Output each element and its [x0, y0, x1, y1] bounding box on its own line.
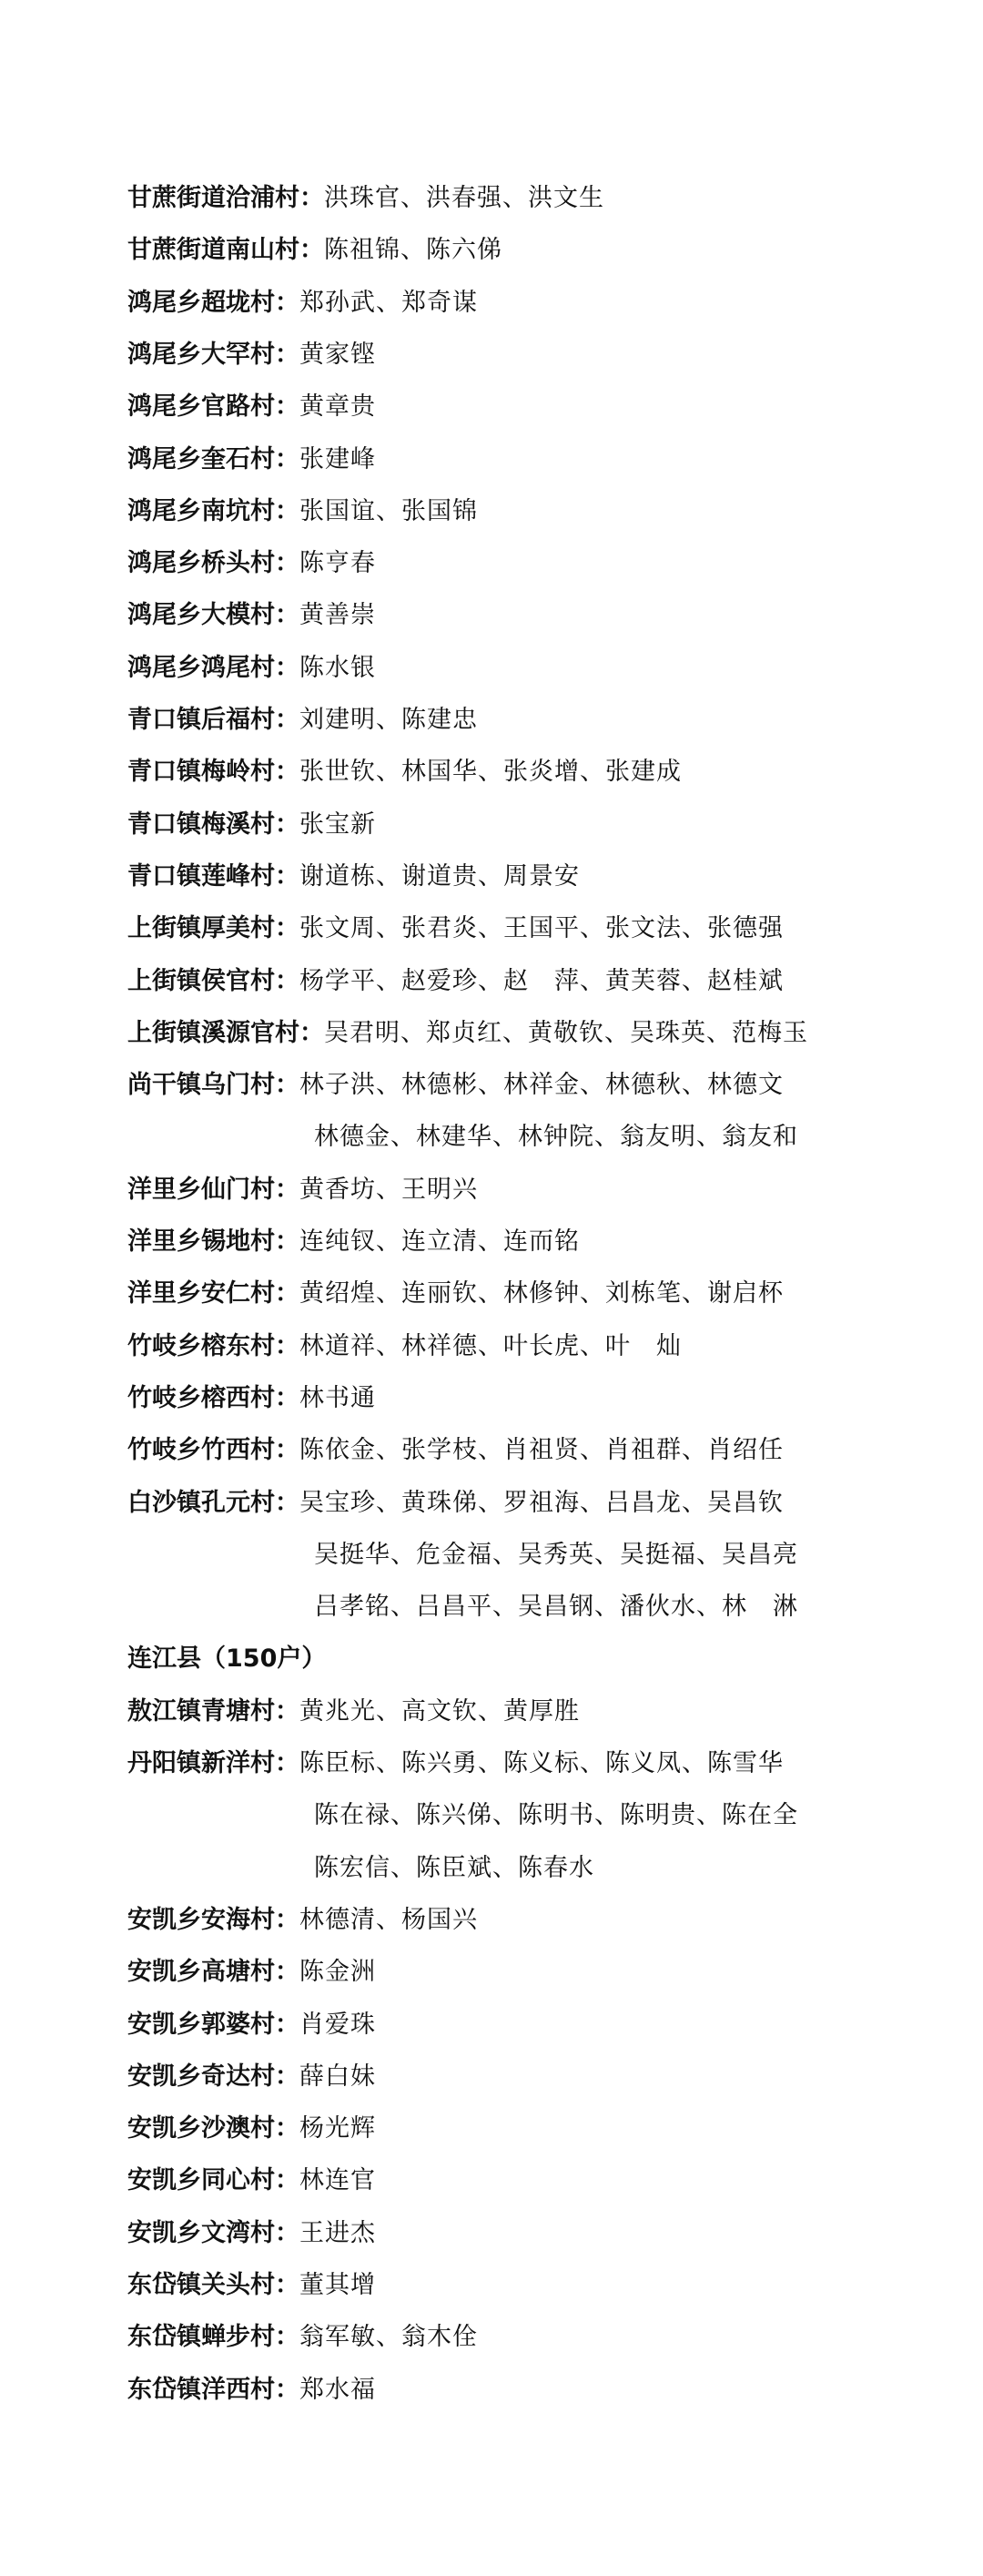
entry-row [127, 1174, 478, 1207]
entry-row [127, 1956, 376, 1989]
entry-row [127, 391, 376, 423]
entry-names: 林连官 [299, 2166, 376, 2195]
entry-names: 陈金洲 [299, 1958, 376, 1987]
entry-village-label: 洋里乡仙门村： [127, 1175, 299, 1204]
entry-row [127, 965, 784, 998]
entry-village-label: 东岱镇洋西村： [127, 2375, 299, 2404]
section-heading: 连江县（150户） [127, 1644, 327, 1674]
entry-names: 谢道栋、谢道贵、周景安 [299, 861, 580, 891]
entry-village-label: 东岱镇关头村： [127, 2271, 299, 2299]
entry-row [127, 495, 478, 528]
entry-village-label: 洋里乡安仁村： [127, 1279, 299, 1308]
entry-names: 张宝新 [299, 809, 376, 839]
entry-row [127, 547, 376, 580]
entry-names: 洪珠官、洪春强、洪文生 [324, 184, 604, 212]
entry-names: 刘建明、陈建忠 [299, 706, 478, 734]
entry-village-label: 安凯乡安海村： [127, 1905, 299, 1934]
entry-village-label: 安凯乡高塘村： [127, 1958, 299, 1987]
entry-names-continued [314, 1852, 594, 1885]
entry-names-continued [314, 1591, 798, 1624]
entry-row [127, 1487, 784, 1520]
entry-names: 黄兆光、高文钦、黄厚胜 [299, 1696, 580, 1726]
entry-village-label: 竹岐乡榕西村： [127, 1383, 299, 1412]
entry-names: 连纯钗、连立清、连而铭 [299, 1227, 580, 1256]
entry-row [127, 1226, 580, 1258]
entry-village-label: 安凯乡郭婆村： [127, 2010, 299, 2039]
entry-row [127, 2374, 376, 2407]
entry-village-label: 安凯乡沙澳村： [127, 2114, 299, 2143]
entry-names: 林书通 [299, 1383, 376, 1412]
entry-names: 陈臣标、陈兴勇、陈义标、陈义凤、陈雪华 [299, 1749, 784, 1777]
entry-village-label: 甘蔗街道洽浦村： [127, 184, 324, 212]
entry-village-label: 鸿尾乡奎石村： [127, 444, 299, 473]
entry-village-label: 竹岐乡榕东村： [127, 1331, 299, 1360]
entry-names: 陈在禄、陈兴俤、陈明书、陈明贵、陈在全 [314, 1801, 798, 1830]
entry-row [127, 234, 502, 267]
entry-row [127, 912, 784, 945]
entry-names: 陈水银 [299, 653, 376, 682]
entry-village-label: 鸿尾乡超垅村： [127, 288, 299, 317]
entry-row [127, 2217, 376, 2250]
entry-row [127, 860, 580, 893]
entry-names: 林子洪、林德彬、林祥金、林德秋、林德文 [299, 1071, 784, 1100]
entry-village-label: 竹岐乡竹西村： [127, 1436, 299, 1465]
entry-names: 肖爱珠 [299, 2010, 376, 2039]
entry-names: 黄绍煌、连丽钦、林修钟、刘栋笔、谢启杯 [299, 1279, 784, 1308]
entry-names: 张建峰 [299, 444, 376, 473]
entry-row [127, 2321, 478, 2354]
entry-names: 杨光辉 [299, 2114, 376, 2143]
entry-village-label: 甘蔗街道南山村： [127, 236, 324, 265]
entry-village-label: 敖江镇青塘村： [127, 1696, 299, 1726]
entry-village-label: 白沙镇孔元村： [127, 1488, 299, 1517]
entry-village-label: 青口镇莲峰村： [127, 861, 299, 891]
entry-names: 吕孝铭、吕昌平、吴昌钢、潘伙水、林 淋 [314, 1593, 798, 1622]
entry-row [127, 1695, 580, 1728]
entry-names: 吴君明、郑贞红、黄敬钦、吴珠英、范梅玉 [324, 1018, 808, 1047]
entry-names: 翁军敏、翁木佺 [299, 2323, 478, 2352]
entry-names: 董其增 [299, 2271, 376, 2299]
entry-names: 林德清、杨国兴 [299, 1905, 478, 1934]
entry-row [127, 2113, 376, 2145]
entry-village-label: 上街镇溪源官村： [127, 1018, 324, 1047]
entry-names: 林道祥、林祥德、叶长虎、叶 灿 [299, 1331, 682, 1360]
entry-row [127, 1382, 376, 1415]
entry-village-label: 上街镇厚美村： [127, 914, 299, 943]
entry-village-label: 安凯乡文湾村： [127, 2218, 299, 2247]
entry-village-label: 青口镇梅岭村： [127, 758, 299, 787]
entry-names: 陈亨春 [299, 549, 376, 578]
entry-row [127, 756, 682, 789]
entry-row [127, 443, 376, 476]
entry-names: 陈依金、张学枝、肖祖贤、肖祖群、肖绍任 [299, 1436, 784, 1465]
entry-names-continued [314, 1539, 798, 1572]
entry-names: 吴宝珍、黄珠俤、罗祖海、吕昌龙、吴昌钦 [299, 1488, 784, 1517]
entry-row [127, 2061, 376, 2093]
entry-village-label: 鸿尾乡大罕村： [127, 340, 299, 369]
entry-village-label: 鸿尾乡南坑村： [127, 496, 299, 525]
entry-names: 王进杰 [299, 2218, 376, 2247]
entry-row [127, 1747, 784, 1780]
entry-names: 杨学平、赵爱珍、赵 萍、黄芙蓉、赵桂斌 [299, 966, 784, 995]
entry-village-label: 鸿尾乡官路村： [127, 392, 299, 422]
entry-names-continued [314, 1799, 798, 1832]
entry-names: 陈宏信、陈臣斌、陈春水 [314, 1853, 594, 1882]
entry-row [127, 1330, 682, 1363]
entry-row [127, 2269, 376, 2302]
entry-names: 黄家铿 [299, 340, 376, 369]
entry-row [127, 182, 604, 215]
entry-row [127, 1278, 784, 1310]
entry-names: 陈祖锦、陈六俤 [324, 236, 502, 265]
entry-village-label: 丹阳镇新洋村： [127, 1749, 299, 1777]
entry-village-label: 尚干镇乌门村： [127, 1071, 299, 1100]
entry-names: 郑水福 [299, 2375, 376, 2404]
entry-names: 张文周、张君炎、王国平、张文法、张德强 [299, 914, 784, 943]
entry-names: 黄香坊、王明兴 [299, 1175, 478, 1204]
entry-row [127, 1434, 784, 1467]
entry-village-label: 鸿尾乡大模村： [127, 601, 299, 630]
entry-names: 郑孙武、郑奇谋 [299, 288, 478, 317]
entry-village-label: 青口镇后福村： [127, 706, 299, 734]
entry-village-label: 鸿尾乡鸿尾村： [127, 653, 299, 682]
entry-names: 黄善崇 [299, 601, 376, 630]
entry-row [127, 339, 376, 372]
entry-row [127, 599, 376, 632]
entry-row [127, 652, 376, 685]
entry-row [127, 2009, 376, 2041]
entry-names: 吴挺华、危金福、吴秀英、吴挺福、吴昌亮 [314, 1540, 798, 1569]
entry-village-label: 上街镇侯官村： [127, 966, 299, 995]
entry-row [127, 1017, 808, 1050]
entry-names: 薛白妹 [299, 2062, 376, 2091]
entry-village-label: 安凯乡奇达村： [127, 2062, 299, 2091]
entry-village-label: 鸿尾乡桥头村： [127, 549, 299, 578]
entry-village-label: 安凯乡同心村： [127, 2166, 299, 2195]
entry-village-label: 洋里乡锡地村： [127, 1227, 299, 1256]
entry-row [127, 1069, 784, 1102]
entry-names: 张世钦、林国华、张炎增、张建成 [299, 758, 682, 787]
entry-row [127, 287, 478, 320]
entry-names: 林德金、林建华、林钟院、翁友明、翁友和 [314, 1123, 798, 1152]
entry-row [127, 809, 376, 841]
entry-names: 张国谊、张国锦 [299, 496, 478, 525]
entry-village-label: 东岱镇蝉步村： [127, 2323, 299, 2352]
entry-row [127, 1904, 478, 1937]
entry-row [127, 704, 478, 737]
entry-village-label: 青口镇梅溪村： [127, 809, 299, 839]
entry-names-continued [314, 1121, 798, 1154]
entry-row [127, 2164, 376, 2197]
entry-names: 黄章贵 [299, 392, 376, 422]
